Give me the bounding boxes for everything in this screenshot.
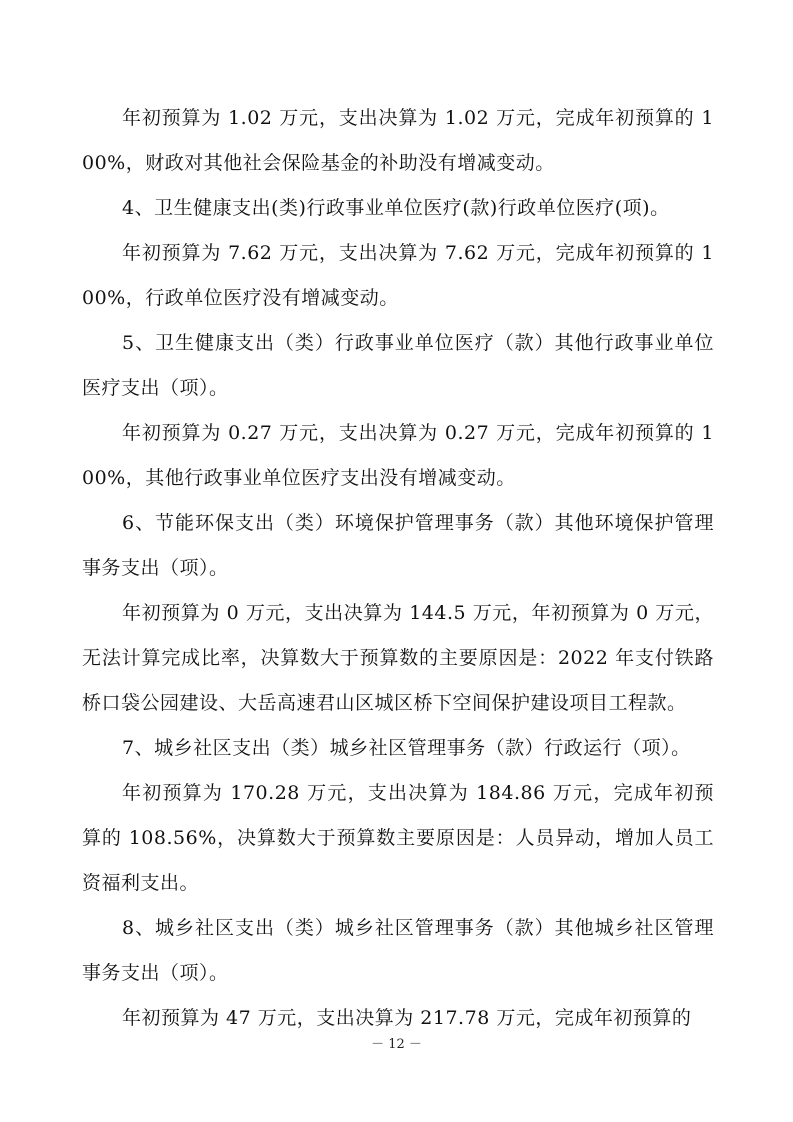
- paragraph-1: 年初预算为 1.02 万元，支出决算为 1.02 万元，完成年初预算的 100%，财政对其他社会保险基金的补助没有增减变动。: [82, 107, 714, 174]
- page-number: － 12 －: [371, 1037, 422, 1052]
- paragraph-7: 年初预算为 0 万元，支出决算为 144.5 万元，年初预算为 0 万元，无法计算完成比率，决算数大于预算数的主要原因是：2022 年支付铁路桥口袋公园建设、大岳高速君山区城区桥下空间保护建设项目工程款。: [82, 602, 714, 714]
- document-body: [82, 96, 714, 1041]
- paragraph-10: 8、城乡社区支出（类）城乡社区管理事务（款）其他城乡社区管理事务支出（项）。: [82, 917, 714, 984]
- paragraph-2: 4、卫生健康支出(类)行政事业单位医疗(款)行政单位医疗(项)。: [122, 197, 670, 219]
- paragraph-3: 年初预算为 7.62 万元，支出决算为 7.62 万元，完成年初预算的 100%，行政单位医疗没有增减变动。: [82, 242, 714, 309]
- paragraph-11: 年初预算为 47 万元，支出决算为 217.78 万元，完成年初预算的: [122, 1007, 692, 1029]
- paragraph-9: 年初预算为 170.28 万元，支出决算为 184.86 万元，完成年初预算的 108.56%，决算数大于预算数主要原因是：人员异动，增加人员工资福利支出。: [82, 782, 714, 894]
- paragraph-8: 7、城乡社区支出（类）城乡社区管理事务（款）行政运行（项）。: [122, 737, 691, 759]
- paragraph-4: 5、卫生健康支出（类）行政事业单位医疗（款）其他行政事业单位医疗支出（项）。: [82, 332, 714, 399]
- paragraph-5: 年初预算为 0.27 万元，支出决算为 0.27 万元，完成年初预算的 100%，其他行政事业单位医疗支出没有增减变动。: [82, 422, 714, 489]
- paragraph-6: 6、节能环保支出（类）环境保护管理事务（款）其他环境保护管理事务支出（项）。: [82, 512, 714, 579]
